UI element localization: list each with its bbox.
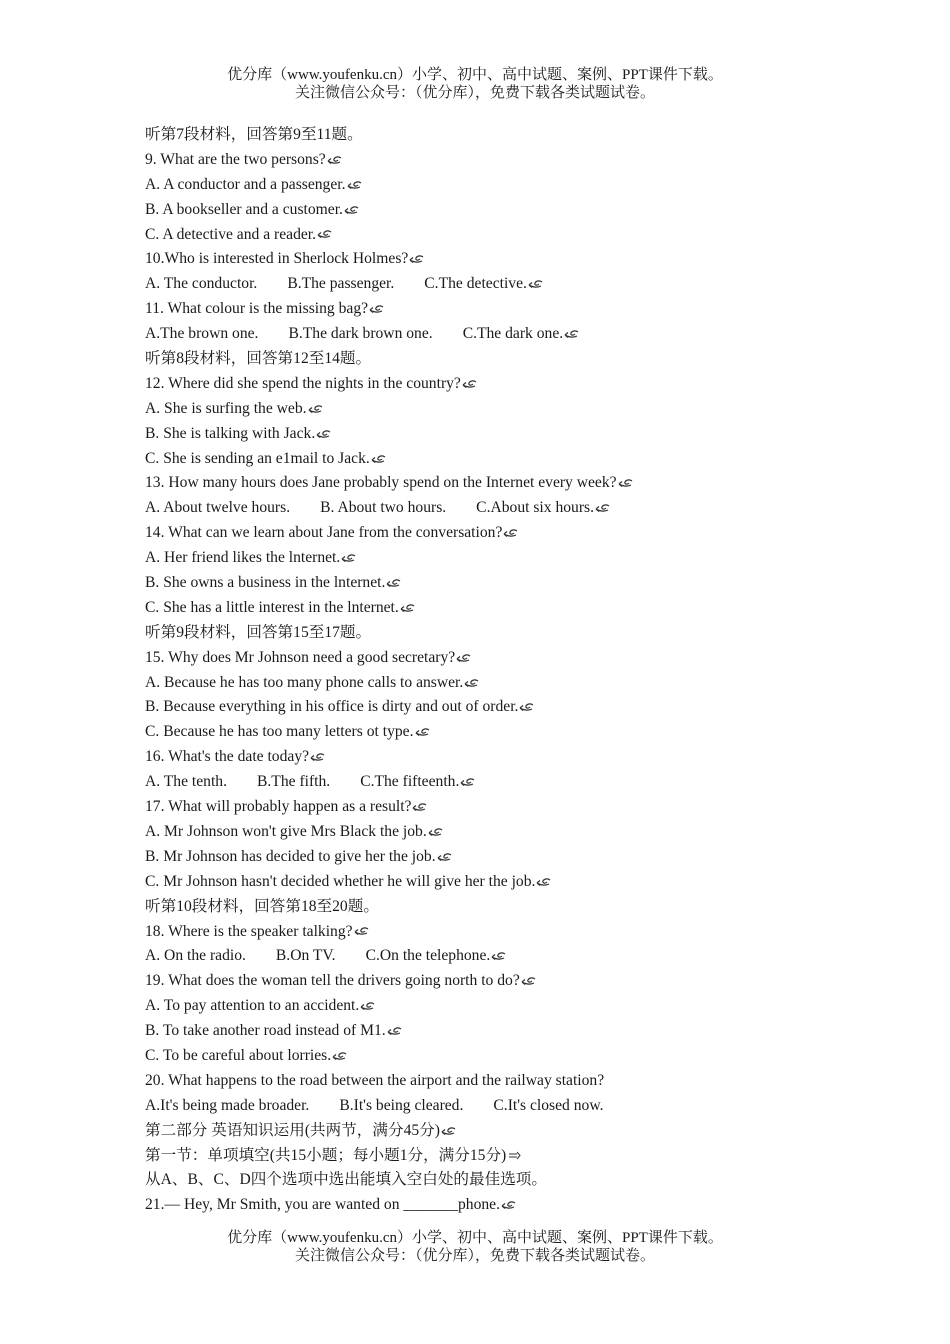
answer-option: A.The brown one.: [145, 325, 259, 343]
line-break-arrow-icon: [371, 454, 387, 465]
line-break-arrow-icon: [409, 254, 425, 265]
line-text: A. Mr Johnson won't give Mrs Black the job.: [145, 822, 427, 840]
paragraph-mark-icon: [507, 1150, 523, 1161]
line-text: B. She owns a business in the lnternet.: [145, 574, 386, 592]
line-text: 听第7段材料，回答第9至11题。: [145, 126, 363, 143]
content-line: [145, 148, 865, 173]
line-text: 12. Where did she spend the nights in the country?: [145, 374, 461, 392]
line-break-arrow-icon: [503, 528, 519, 539]
line-break-arrow-icon: [317, 229, 333, 240]
answer-option: A. On the radio.: [145, 947, 246, 965]
answer-option: B. About two hours.: [320, 499, 447, 517]
line-break-arrow-icon: [387, 1026, 403, 1037]
content-line: [145, 969, 865, 994]
line-break-arrow-icon: [341, 553, 357, 564]
content-line: [145, 1069, 865, 1094]
line-text: 听第10段材料，回答第18至20题。: [145, 897, 379, 915]
line-text: B. She is talking with Jack.: [145, 424, 316, 442]
line-text: A. To pay attention to an accident.: [145, 997, 360, 1015]
line-text: 14. What can we learn about Jane from the conversation?: [145, 524, 503, 542]
footer-line-1: 优分库（www.youfenku.cn）小学、初中、高中试题、案例、PPT课件下载。: [227, 1230, 723, 1246]
answer-option: A. About twelve hours.: [145, 499, 291, 517]
content-line: [145, 297, 865, 322]
content-line: [145, 1168, 865, 1193]
line-break-arrow-icon: [491, 951, 507, 962]
line-text: A. Her friend likes the lnternet.: [145, 549, 341, 567]
answer-option: C.The detective.: [424, 275, 527, 293]
page-footer: [0, 1229, 950, 1265]
answer-option: C.About six hours.: [476, 499, 595, 517]
line-break-arrow-icon: [386, 578, 402, 589]
line-break-arrow-icon: [460, 777, 476, 788]
line-break-arrow-icon: [347, 180, 363, 191]
content-line: [145, 1119, 865, 1144]
answer-option: A. The conductor.: [145, 275, 258, 293]
content-line: [145, 870, 865, 895]
line-text: C. She has a little interest in the lnternet.: [145, 598, 399, 616]
content-line: [145, 944, 865, 969]
line-text: B. To take another road instead of M1.: [145, 1022, 386, 1040]
line-text: 20. What happens to the road between the airport and the railway station?: [145, 1071, 605, 1089]
line-break-arrow-icon: [415, 727, 431, 738]
line-break-arrow-icon: [618, 478, 634, 489]
line-break-arrow-icon: [332, 1051, 348, 1062]
answer-option: C.On the telephone.: [365, 947, 491, 965]
content-line: [145, 521, 865, 546]
content-line: [145, 247, 865, 272]
content-line: [145, 1044, 865, 1069]
content-line: [145, 173, 865, 198]
line-text: 19. What does the woman tell the drivers going north to do?: [145, 972, 520, 990]
line-break-arrow-icon: [528, 279, 544, 290]
content-line: [145, 596, 865, 621]
line-text: A. A conductor and a passenger.: [145, 175, 346, 193]
line-text: C. Mr Johnson hasn't decided whether he will give her the job.: [145, 872, 536, 890]
content-line: [145, 372, 865, 397]
line-text: 18. Where is the speaker talking?: [145, 922, 353, 940]
header-line-1: 优分库（www.youfenku.cn）小学、初中、高中试题、案例、PPT课件下载。: [227, 67, 723, 83]
answer-option: B.The fifth.: [257, 773, 331, 791]
line-break-arrow-icon: [595, 503, 611, 514]
line-break-arrow-icon: [369, 304, 385, 315]
line-break-arrow-icon: [428, 827, 444, 838]
line-text: 9. What are the two persons?: [145, 150, 326, 168]
content-line: [145, 795, 865, 820]
line-text: 第一节：单项填空(共15小题；每小题1分，满分15分): [145, 1146, 507, 1164]
page-header: [0, 66, 950, 102]
content-line: [145, 198, 865, 223]
content-line: [145, 322, 865, 347]
line-break-arrow-icon: [344, 205, 360, 216]
content-line: [145, 994, 865, 1019]
content-line: [145, 720, 865, 745]
line-break-arrow-icon: [456, 653, 472, 664]
line-break-arrow-icon: [360, 1001, 376, 1012]
answer-option: C.The fifteenth.: [360, 773, 460, 791]
line-break-arrow-icon: [501, 1200, 517, 1211]
content-line: [145, 397, 865, 422]
answer-option: C.The dark one.: [462, 325, 564, 343]
content-line: [145, 496, 865, 521]
answer-option: C.It's closed now.: [493, 1096, 604, 1114]
line-text: B. Mr Johnson has decided to give her the job.: [145, 847, 436, 865]
line-break-arrow-icon: [441, 1126, 457, 1137]
line-text: 16. What's the date today?: [145, 748, 310, 766]
line-break-arrow-icon: [308, 404, 324, 415]
answer-option: B.On TV.: [275, 947, 336, 965]
line-break-arrow-icon: [327, 155, 343, 166]
line-text: 21.— Hey, Mr Smith, you are wanted on _______phone.: [145, 1196, 500, 1214]
line-text: 15. Why does Mr Johnson need a good secretary?: [145, 648, 456, 666]
content-line: [145, 1019, 865, 1044]
content-line: [145, 895, 865, 920]
line-text: 13. How many hours does Jane probably spend on the Internet every week?: [145, 474, 617, 492]
footer-line-2: 关注微信公众号：（优分库），免费下载各类试题试卷。: [294, 1248, 655, 1264]
content-line: [145, 123, 865, 148]
line-text: B. Because everything in his office is dirty and out of order.: [145, 698, 519, 716]
answer-option: B.It's being cleared.: [339, 1096, 464, 1114]
line-break-arrow-icon: [400, 603, 416, 614]
content-line: [145, 447, 865, 472]
line-text: 第二部分 英语知识运用(共两节，满分45分): [145, 1121, 440, 1139]
content-line: [145, 571, 865, 596]
line-break-arrow-icon: [521, 976, 537, 987]
content-line: [145, 745, 865, 770]
line-break-arrow-icon: [437, 852, 453, 863]
content-line: [145, 347, 865, 372]
answer-option: B.The dark brown one.: [288, 325, 433, 343]
line-break-arrow-icon: [316, 429, 332, 440]
content-line: [145, 920, 865, 945]
content-line: [145, 646, 865, 671]
content-line: [145, 695, 865, 720]
content-line: [145, 621, 865, 646]
content-line: [145, 770, 865, 795]
line-text: A. She is surfing the web.: [145, 399, 307, 417]
answer-option: B.The passenger.: [287, 275, 395, 293]
header-line-2: 关注微信公众号：（优分库），免费下载各类试题试卷。: [294, 85, 655, 101]
content-line: [145, 422, 865, 447]
line-break-arrow-icon: [354, 926, 370, 937]
line-break-arrow-icon: [310, 752, 326, 763]
line-text: 17. What will probably happen as a result?: [145, 798, 412, 816]
line-break-arrow-icon: [462, 379, 478, 390]
line-text: C. Because he has too many letters ot type.: [145, 723, 414, 741]
line-break-arrow-icon: [412, 802, 428, 813]
content-line: [145, 845, 865, 870]
line-text: 听第9段材料，回答第15至17题。: [145, 623, 372, 641]
content-line: [145, 471, 865, 496]
line-text: C. She is sending an e1mail to Jack.: [145, 449, 370, 467]
content-line: [145, 546, 865, 571]
content-line: [145, 272, 865, 297]
answer-option: A. The tenth.: [145, 773, 227, 791]
content-line: [145, 671, 865, 696]
line-text: C. To be careful about lorries.: [145, 1046, 332, 1064]
content-line: [145, 820, 865, 845]
line-break-arrow-icon: [464, 678, 480, 689]
exam-content: [145, 123, 865, 1218]
content-line: [145, 1193, 865, 1218]
line-text: 从A、B、C、D四个选项中选出能填入空白处的最佳选项。: [145, 1171, 547, 1189]
line-text: C. A detective and a reader.: [145, 225, 317, 243]
content-line: [145, 223, 865, 248]
content-line: [145, 1094, 865, 1119]
line-break-arrow-icon: [564, 329, 580, 340]
content-line: [145, 1144, 865, 1169]
line-text: 听第8段材料，回答第12至14题。: [145, 350, 372, 368]
line-break-arrow-icon: [536, 877, 552, 888]
line-text: 10.Who is interested in Sherlock Holmes?: [145, 250, 409, 268]
line-text: 11. What colour is the missing bag?: [145, 300, 369, 318]
line-text: B. A bookseller and a customer.: [145, 200, 343, 218]
line-break-arrow-icon: [519, 702, 535, 713]
line-text: A. Because he has too many phone calls to answer.: [145, 673, 464, 691]
answer-option: A.It's being made broader.: [145, 1096, 310, 1114]
